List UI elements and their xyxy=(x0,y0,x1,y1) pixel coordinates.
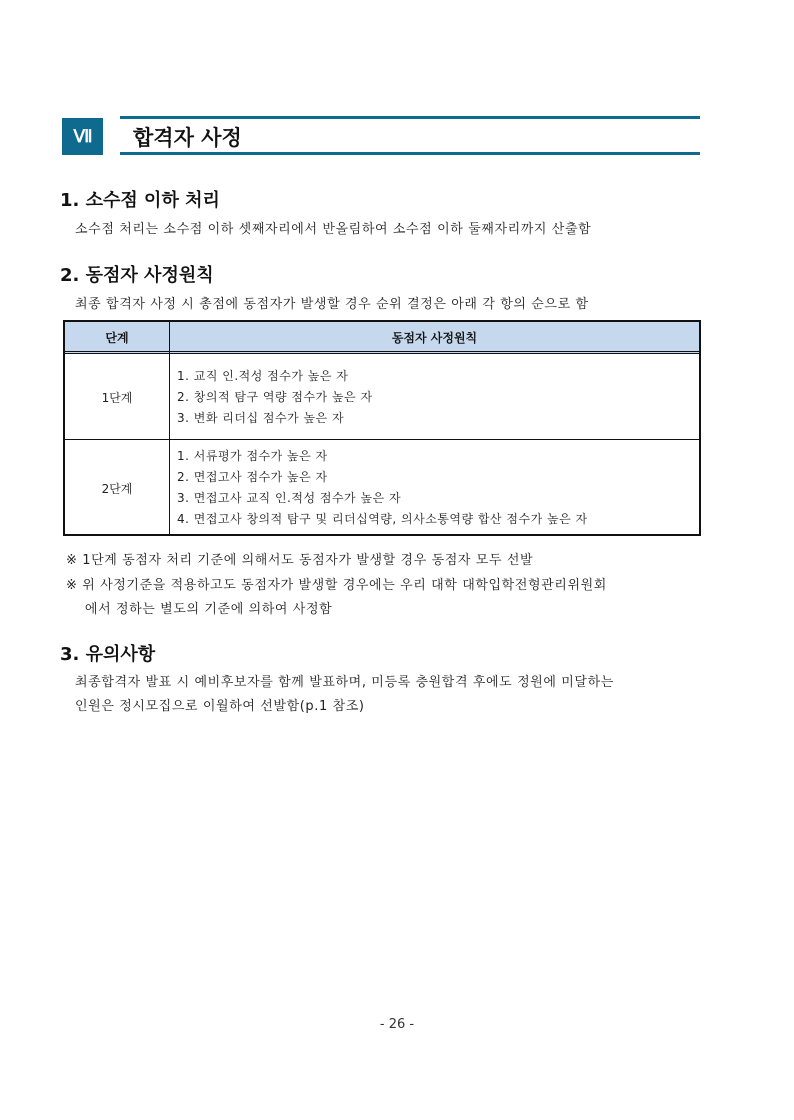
table-header-principle: 동점자 사정원칙 xyxy=(391,330,478,345)
table-row-item: 1. 교직 인.적성 점수가 높은 자 xyxy=(177,369,349,383)
table-row-item: 3. 면접고사 교직 인.적성 점수가 높은 자 xyxy=(177,491,402,505)
table-row xyxy=(65,440,699,536)
table-row-item: 4. 면접고사 창의적 탐구 및 리더십역량, 의사소통역량 합산 점수가 높은 자 xyxy=(177,512,588,526)
note-2-continued: 에서 정하는 별도의 기준에 의하여 사정함 xyxy=(66,602,333,617)
table-row-items xyxy=(177,366,373,429)
table-row-stage: 2단계 xyxy=(101,481,133,496)
section-title-tie-rule: 2. 동점자 사정원칙 xyxy=(60,265,214,286)
table-row-stage: 1단계 xyxy=(101,390,133,405)
note-2: ※ 위 사정기준을 적용하고도 동점자가 발생할 경우에는 우리 대학 대학입학전형관리위원회 xyxy=(66,578,607,593)
chapter-rule-top xyxy=(120,116,700,119)
table-row-item: 2. 창의적 탐구 역량 점수가 높은 자 xyxy=(177,390,373,404)
table-header xyxy=(65,322,699,354)
section-body-tie-rule: 최종 합격자 사정 시 총점에 동점자가 발생할 경우 순위 결정은 아래 각 항의 순으로 함 xyxy=(75,297,589,312)
section-body-decimal: 소수점 처리는 소수점 이하 셋째자리에서 반올림하여 소수점 이하 둘째자리까지 산출함 xyxy=(75,222,592,237)
section-body-notice-line-2: 인원은 정시모집으로 이월하여 선발함(p.1 참조) xyxy=(75,699,365,714)
tie-rule-table xyxy=(63,320,701,536)
note-1: ※ 1단계 동점자 처리 기준에 의해서도 동점자가 발생할 경우 동점자 모두 선발 xyxy=(66,553,534,568)
chapter-title: 합격자 사정 xyxy=(133,126,242,150)
table-row-item: 3. 변화 리더십 점수가 높은 자 xyxy=(177,411,345,425)
table-row-item: 1. 서류평가 점수가 높은 자 xyxy=(177,449,328,463)
chapter-number-badge: Ⅶ xyxy=(62,118,103,155)
table-row xyxy=(65,354,699,440)
page-number: - 26 - xyxy=(379,1017,415,1032)
table-row-item: 2. 면접고사 점수가 높은 자 xyxy=(177,470,328,484)
section-title-decimal: 1. 소수점 이하 처리 xyxy=(60,190,220,211)
chapter-rule-bottom xyxy=(120,152,700,155)
section-title-notice: 3. 유의사항 xyxy=(60,644,156,665)
table-row-items xyxy=(177,446,588,530)
section-body-notice-line-1: 최종합격자 발표 시 예비후보자를 함께 발표하며, 미등록 충원합격 후에도 정원에 미달하는 xyxy=(75,675,614,690)
table-header-stage: 단계 xyxy=(105,330,129,345)
